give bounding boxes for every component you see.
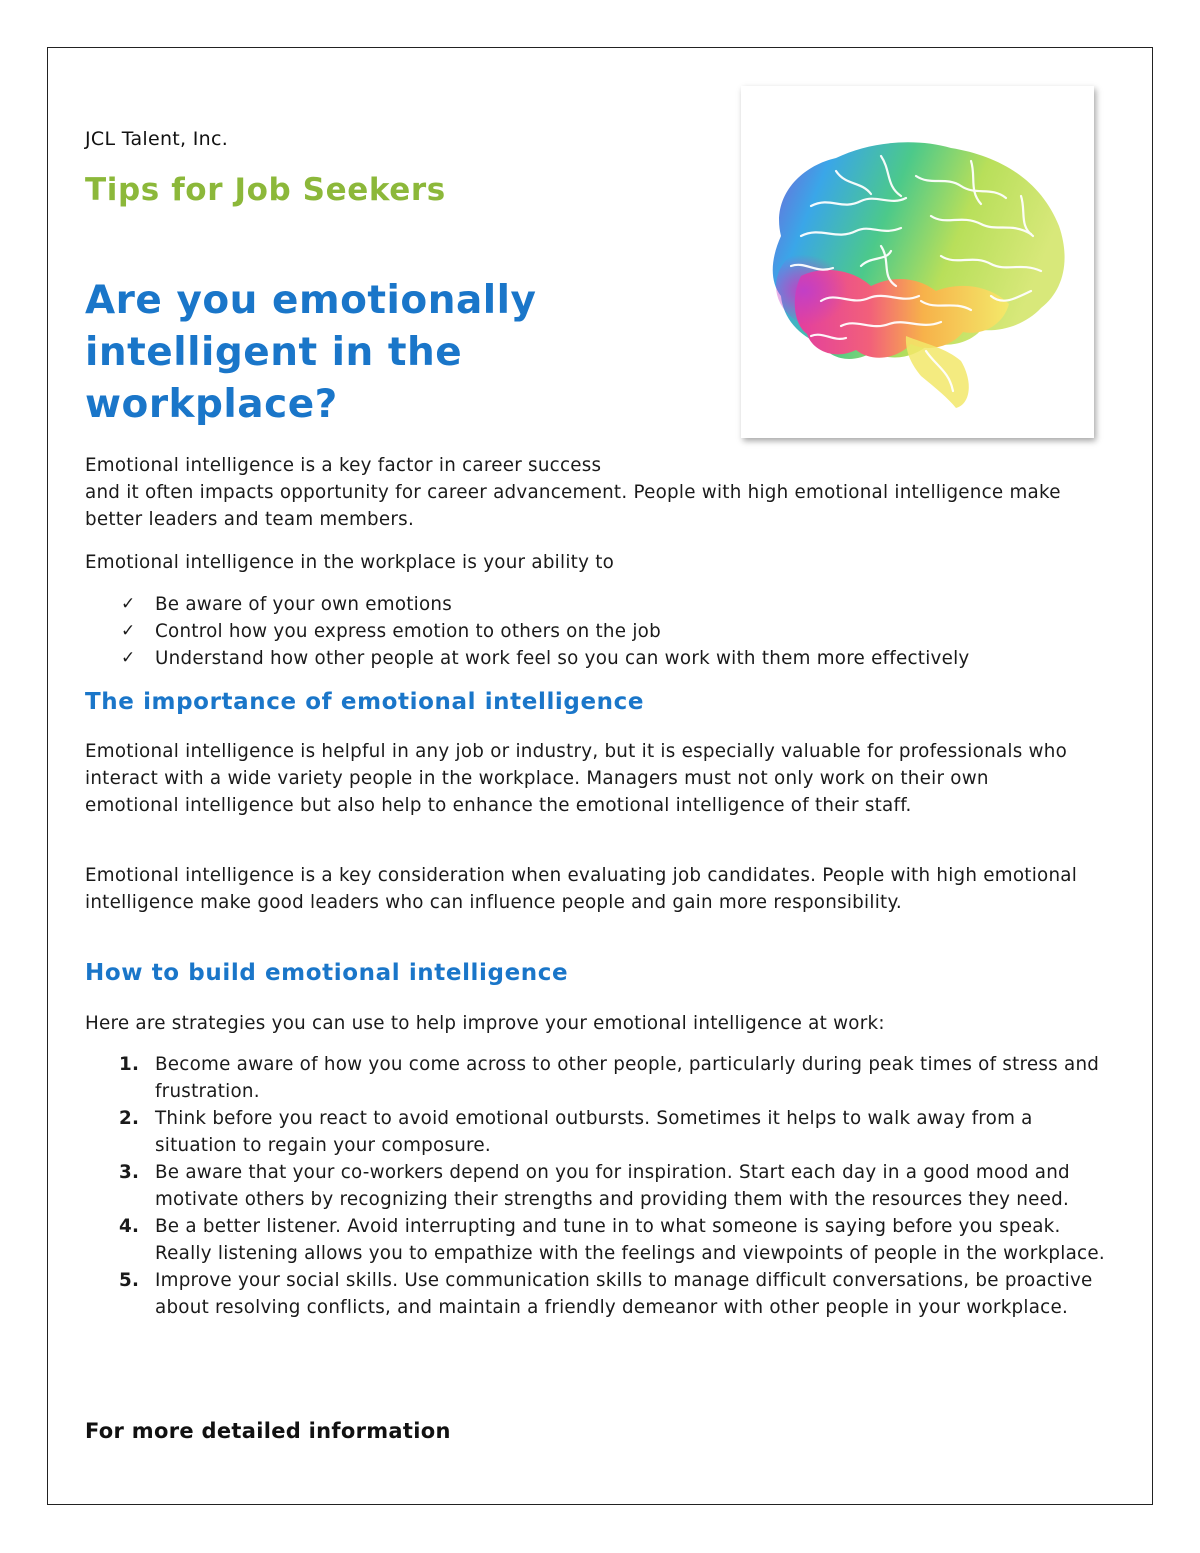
importance-heading: The importance of emotional intelligence xyxy=(85,689,645,715)
intro-paragraph: and it often impacts opportunity for career advancement. People with high emotional intelligence make better leaders and team members. xyxy=(85,482,1061,530)
ability-list xyxy=(85,591,1125,672)
list-item: 5. Improve your social skills. Use communication skills to manage difficult conversations, be proactive about resolving conflicts, and maintain a friendly demeanor with other people in your workplace. xyxy=(119,1270,1093,1318)
build-intro: Here are strategies you can use to help improve your emotional intelligence at work: xyxy=(85,1013,885,1034)
list-item: ✓ Control how you express emotion to others on the job xyxy=(85,618,1125,645)
importance-paragraph-1: Emotional intelligence is helpful in any job or industry, but it is especially valuable for professionals who interact with a wide variety people in the workplace. Managers must not only work on their own emotional intelligence but also help to enhance the emotional intelligence of their staff. xyxy=(85,741,1067,816)
checkmark-icon: ✓ xyxy=(121,594,136,614)
ability-intro: Emotional intelligence in the workplace is your ability to xyxy=(85,552,615,573)
colorful-brain-illustration-icon xyxy=(741,86,1094,438)
list-item: 4. Be a better listener. Avoid interrupting and tune in to what someone is saying before you speak. Really listening allows you to empathize with the feelings and viewpoints of people in the workplace. xyxy=(119,1216,1105,1264)
list-item: ✓ Understand how other people at work feel so you can work with them more effectively xyxy=(85,645,1125,672)
list-item: 1. Become aware of how you come across to other people, particularly during peak times of stress and frustration. xyxy=(119,1054,1100,1102)
list-item: ✓ Be aware of your own emotions xyxy=(85,591,1125,618)
importance-paragraph-2: Emotional intelligence is a key consideration when evaluating job candidates. People with high emotional intelligence make good leaders who can influence people and gain more responsibility. xyxy=(85,865,1078,913)
checkmark-icon: ✓ xyxy=(121,621,136,641)
more-info-heading: For more detailed information xyxy=(85,1419,451,1443)
page-title: Are you emotionally intelligent in the workplace? xyxy=(85,278,537,427)
brain-image xyxy=(741,86,1094,438)
checkmark-icon: ✓ xyxy=(121,648,136,668)
list-item: 3. Be aware that your co-workers depend on you for inspiration. Start each day in a good mood and motivate others by recognizing their strengths and providing them with the resources they need. xyxy=(119,1162,1070,1210)
company-name: JCL Talent, Inc. xyxy=(85,128,229,150)
intro-paragraph-lead: Emotional intelligence is a key factor in career success xyxy=(85,455,602,476)
tips-title: Tips for Job Seekers xyxy=(85,172,446,208)
build-heading: How to build emotional intelligence xyxy=(85,960,569,986)
strategy-list xyxy=(85,1051,1115,1321)
list-item: 2. Think before you react to avoid emotional outbursts. Sometimes it helps to walk away from a situation to regain your composure. xyxy=(119,1108,1033,1156)
